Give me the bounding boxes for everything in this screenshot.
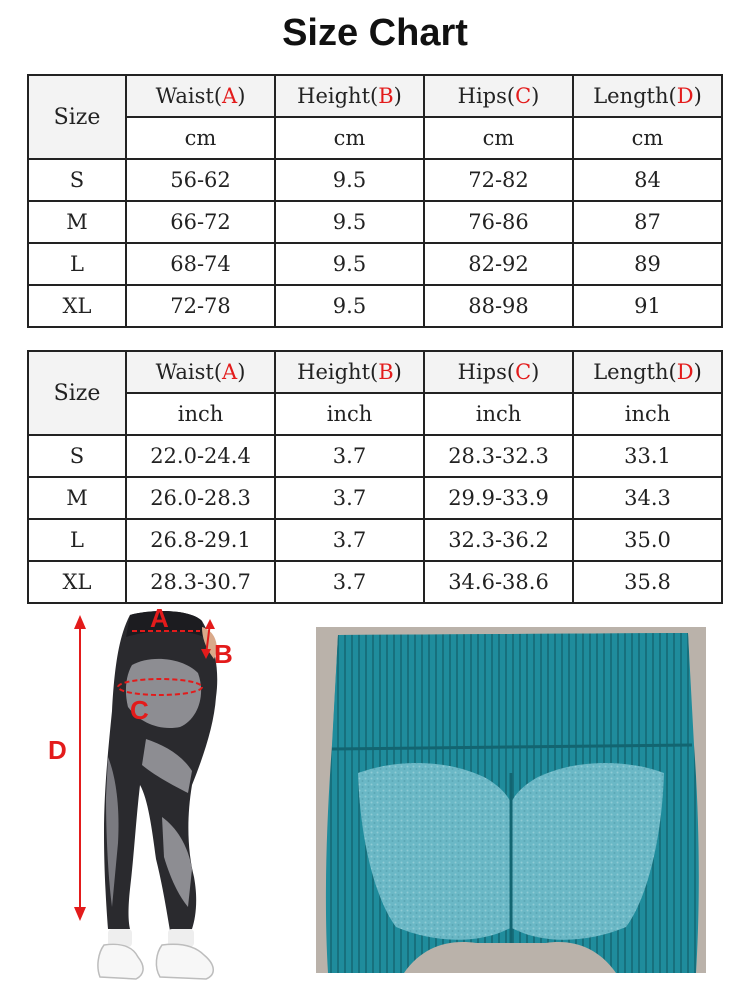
waist-cell: 26.0-28.3 <box>126 477 275 519</box>
unit-cell: inch <box>275 393 424 435</box>
size-table-cm <box>27 74 723 328</box>
measurement-figure <box>20 607 275 987</box>
height-cell: 3.7 <box>275 477 424 519</box>
length-cell: 84 <box>573 159 722 201</box>
length-cell: 87 <box>573 201 722 243</box>
arrow-head <box>205 619 215 629</box>
col-header-hips: Hips(C) <box>424 351 573 393</box>
hips-cell: 76-86 <box>424 201 573 243</box>
col-header-height: Height(B) <box>275 75 424 117</box>
unit-cell: cm <box>275 117 424 159</box>
height-cell: 3.7 <box>275 561 424 603</box>
table-header-row <box>28 351 722 393</box>
unit-cell: inch <box>573 393 722 435</box>
hips-cell: 82-92 <box>424 243 573 285</box>
length-cell: 91 <box>573 285 722 327</box>
size-cell: L <box>28 243 126 285</box>
waist-cell: 66-72 <box>126 201 275 243</box>
waist-cell: 22.0-24.4 <box>126 435 275 477</box>
size-cell: L <box>28 519 126 561</box>
label-c: C <box>130 695 149 725</box>
table-row <box>28 519 722 561</box>
table-row <box>28 285 722 327</box>
height-cell: 9.5 <box>275 243 424 285</box>
table-row <box>28 435 722 477</box>
size-cell: S <box>28 435 126 477</box>
product-photo <box>316 627 706 973</box>
waist-cell: 68-74 <box>126 243 275 285</box>
unit-cell: cm <box>126 117 275 159</box>
size-cell: M <box>28 477 126 519</box>
arrow-head <box>74 615 86 629</box>
unit-cell: cm <box>424 117 573 159</box>
size-header: Size <box>28 75 126 159</box>
length-cell: 34.3 <box>573 477 722 519</box>
label-b: B <box>214 639 233 669</box>
waist-cell: 72-78 <box>126 285 275 327</box>
size-header: Size <box>28 351 126 435</box>
table-header-row <box>28 75 722 117</box>
label-a: A <box>150 607 169 633</box>
hips-cell: 34.6-38.6 <box>424 561 573 603</box>
shoe <box>156 944 213 979</box>
arrow-head <box>74 907 86 921</box>
table-row <box>28 243 722 285</box>
hips-cell: 72-82 <box>424 159 573 201</box>
col-header-waist: Waist(A) <box>126 351 275 393</box>
shorts-waistband <box>332 633 692 749</box>
unit-cell: inch <box>424 393 573 435</box>
col-header-length: Length(D) <box>573 351 722 393</box>
table-row <box>28 159 722 201</box>
size-table-inch <box>27 350 723 604</box>
waist-cell: 56-62 <box>126 159 275 201</box>
unit-cell: cm <box>573 117 722 159</box>
hips-cell: 88-98 <box>424 285 573 327</box>
height-cell: 9.5 <box>275 285 424 327</box>
hips-cell: 28.3-32.3 <box>424 435 573 477</box>
height-cell: 3.7 <box>275 435 424 477</box>
page-title: Size Chart <box>282 12 468 54</box>
height-cell: 9.5 <box>275 159 424 201</box>
hips-cell: 32.3-36.2 <box>424 519 573 561</box>
table-row <box>28 477 722 519</box>
size-cell: M <box>28 201 126 243</box>
shoe <box>98 944 143 979</box>
hips-cell: 29.9-33.9 <box>424 477 573 519</box>
waist-cell: 28.3-30.7 <box>126 561 275 603</box>
table-row <box>28 201 722 243</box>
size-cell: S <box>28 159 126 201</box>
length-cell: 33.1 <box>573 435 722 477</box>
waist-cell: 26.8-29.1 <box>126 519 275 561</box>
label-d: D <box>48 735 67 765</box>
col-header-height: Height(B) <box>275 351 424 393</box>
unit-row <box>28 393 722 435</box>
col-header-waist: Waist(A) <box>126 75 275 117</box>
col-header-hips: Hips(C) <box>424 75 573 117</box>
unit-row <box>28 117 722 159</box>
table-row <box>28 561 722 603</box>
size-cell: XL <box>28 561 126 603</box>
size-cell: XL <box>28 285 126 327</box>
length-cell: 35.0 <box>573 519 722 561</box>
length-cell: 35.8 <box>573 561 722 603</box>
col-header-length: Length(D) <box>573 75 722 117</box>
height-cell: 9.5 <box>275 201 424 243</box>
height-cell: 3.7 <box>275 519 424 561</box>
unit-cell: inch <box>126 393 275 435</box>
length-cell: 89 <box>573 243 722 285</box>
